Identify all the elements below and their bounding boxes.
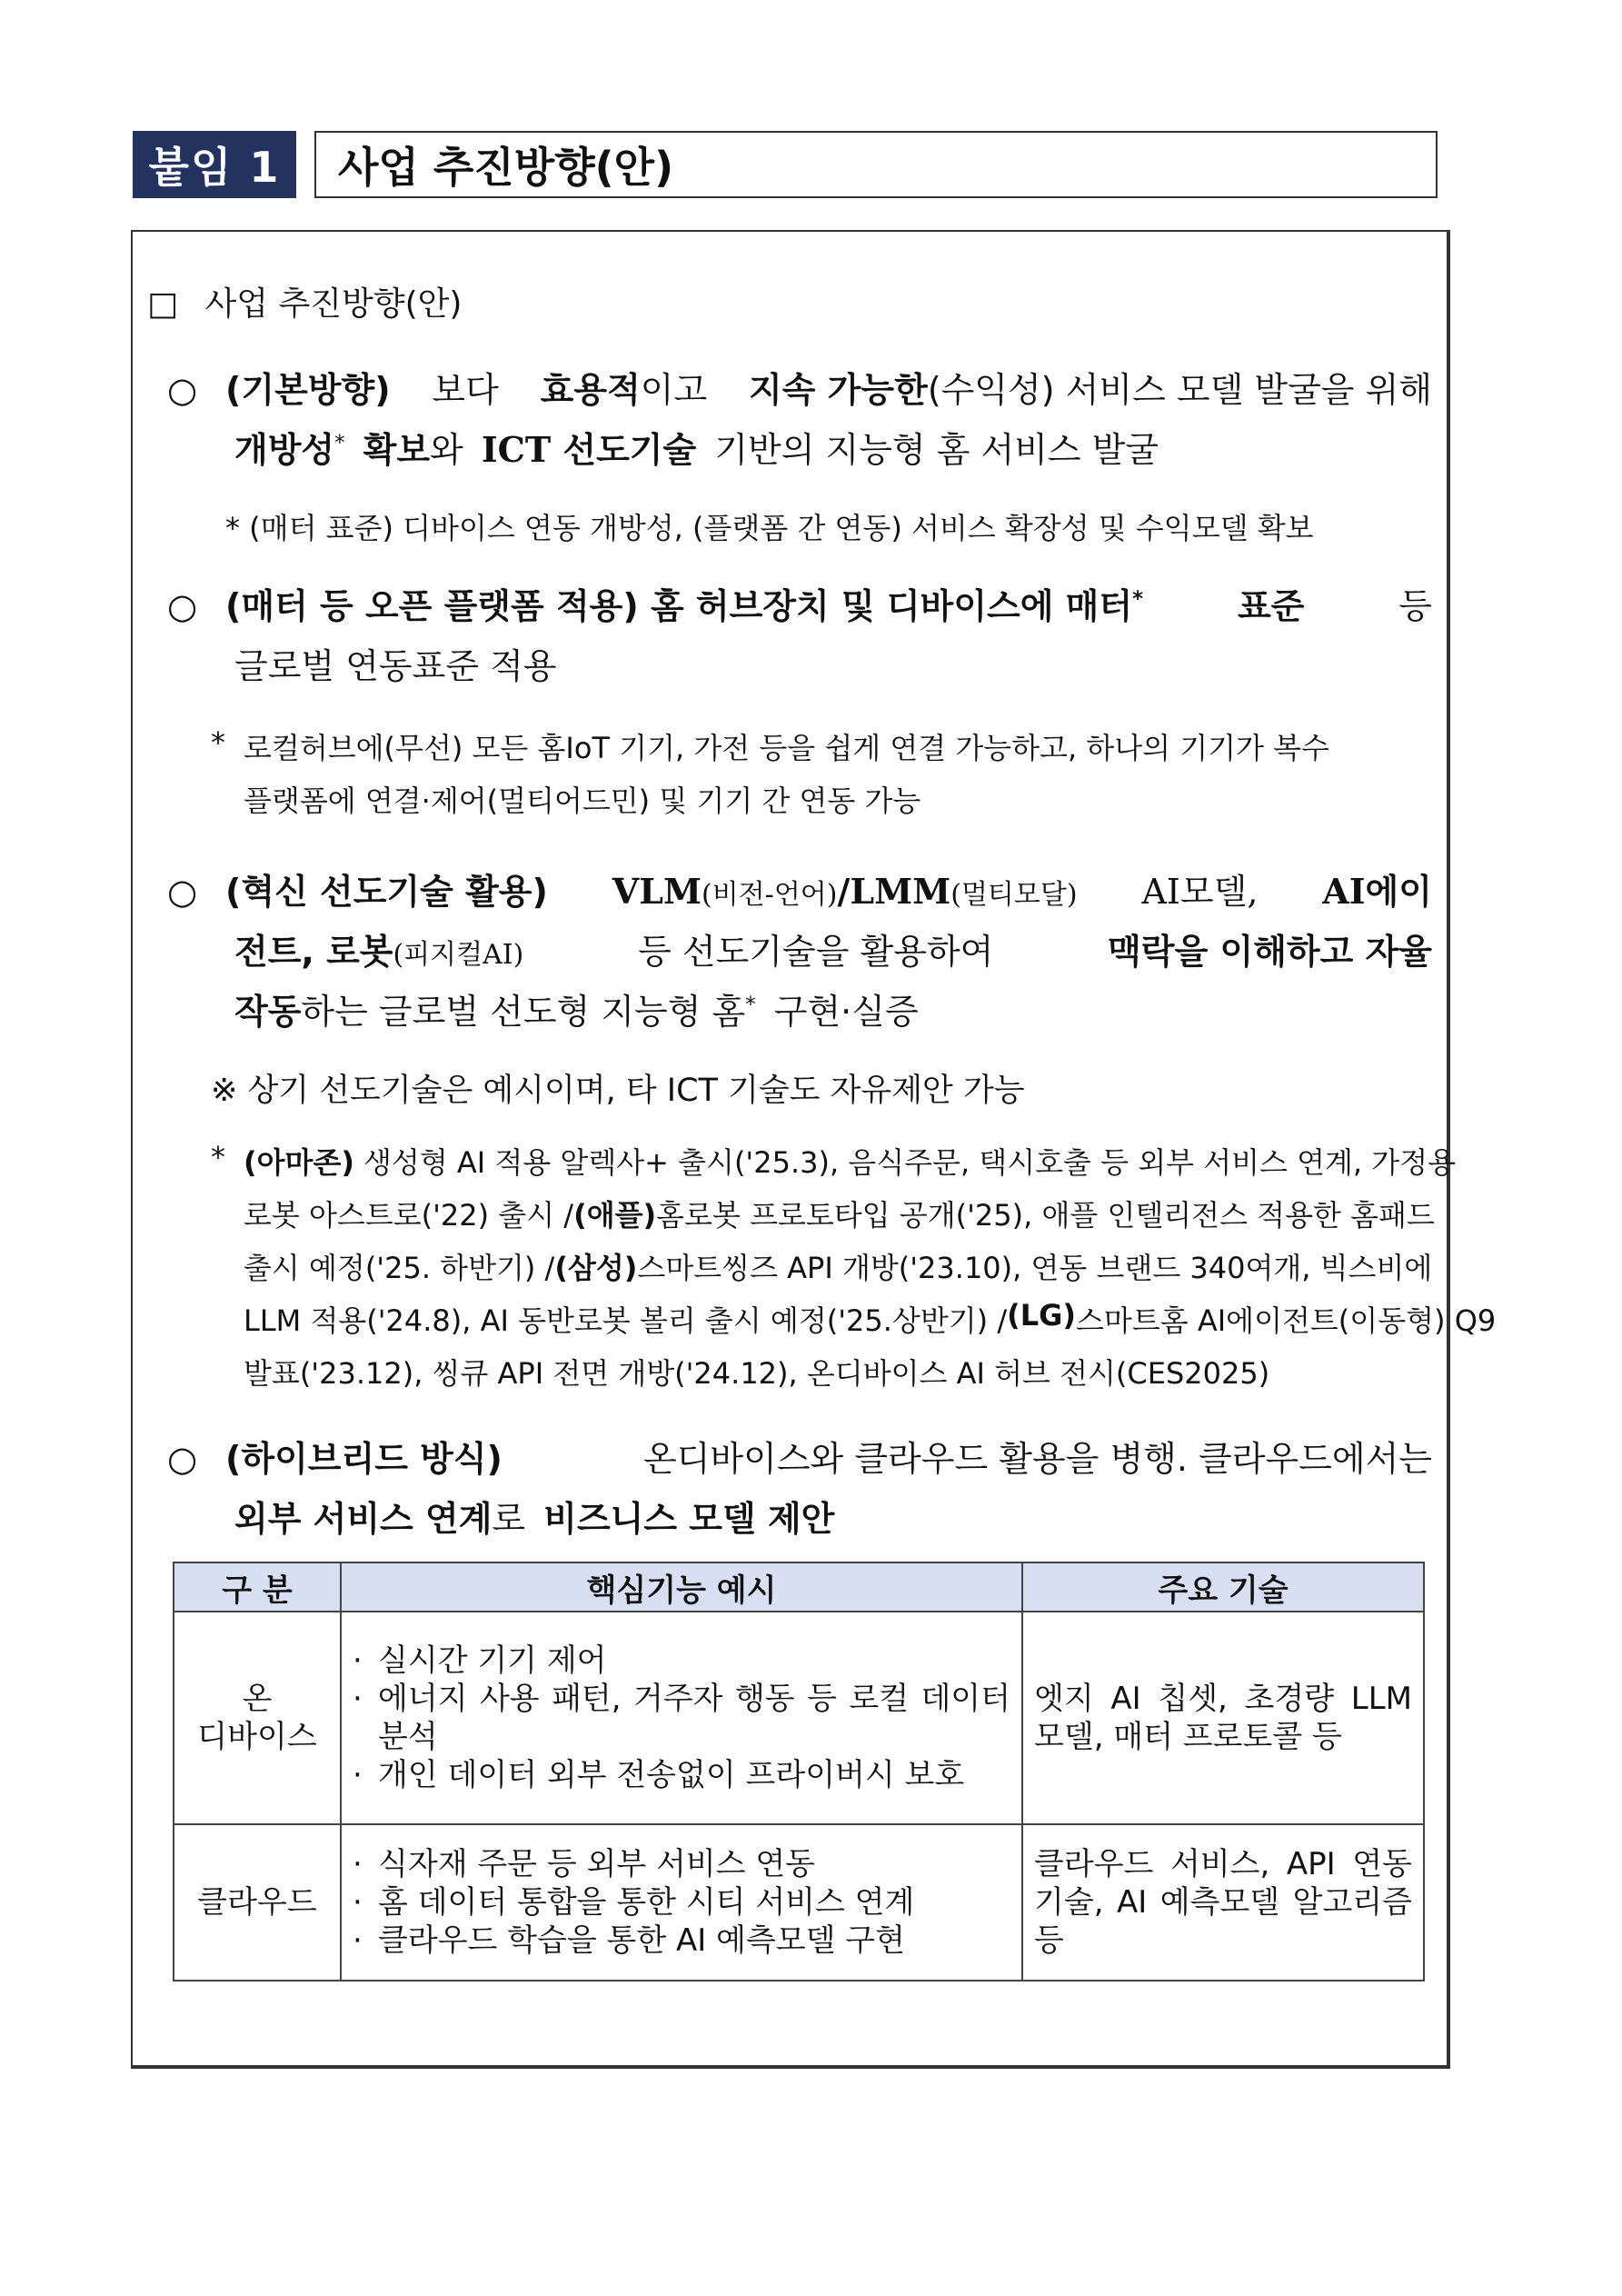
note-apple-text: 홈로봇 프로토타입 공개('25), 애플 인텔리전스 적용한 홈패드 — [656, 1198, 1435, 1233]
bullet-dot: · — [353, 1922, 363, 1959]
bullet-dot: · — [353, 1642, 363, 1679]
bullet-1-text-a: 보다 — [432, 370, 499, 410]
features-cell — [341, 1824, 1022, 1981]
bullet-1-text-rest: 기반의 지능형 홈 서비스 발굴 — [714, 430, 1159, 470]
note-lg-text: 스마트홈 AI에이전트(이동형) Q9 — [1076, 1303, 1497, 1338]
checkbox-square-icon: □ — [147, 285, 179, 323]
bullet-1-ict: ICT 선도기술 — [481, 429, 697, 470]
bullet-1-text-c: 이고 — [640, 370, 708, 410]
footnote-mark: * — [334, 431, 345, 455]
feature-text: 클라우드 학습을 통한 AI 예측모델 구현 — [378, 1922, 905, 1959]
bullet-3-physical-ai: (피지컬AI) — [393, 939, 524, 971]
bullet-3-vlm-sub: (비전-언어) — [702, 879, 838, 911]
bullet-1-secure: 확보 — [363, 430, 431, 470]
feature-text: 개인 데이터 외부 전송없이 프라이버시 보호 — [378, 1757, 965, 1793]
bullet-1-line-1 — [225, 360, 1432, 420]
bullet-3-vlm: VLM — [612, 871, 702, 912]
note-amazon: (아마존) — [244, 1145, 354, 1180]
section-title: 사업 추진방향(안) — [204, 285, 463, 323]
bullet-1-note: * (매터 표준) 디바이스 연동 개방성, (플랫폼 간 연동) 서비스 확장성 및 수익모델 확보 — [225, 511, 1314, 545]
table-row — [174, 1824, 1424, 1981]
tech-cell: 클라우드 서비스, API 연동 기술, AI 예측모델 알고리즘 등 — [1022, 1824, 1424, 1981]
bullet-3-note-line-5: 발표('23.12), 씽큐 API 전면 개방('24.12), 온디바이스 AI 허브 전시(CES2025) — [244, 1356, 1270, 1391]
bullet-1-sustainable: 지속 가능한 — [749, 370, 928, 410]
bullet-3-line-2 — [234, 922, 1432, 985]
bullet-4-external: 외부 서비스 연계 — [234, 1499, 493, 1539]
bullet-1-and: 와 — [430, 430, 463, 470]
bullet-3-text-mid: 등 선도기술을 활용하여 — [638, 932, 994, 972]
bullet-3-implement: 구현·실증 — [773, 992, 919, 1032]
feature-item — [353, 1756, 1010, 1794]
bullet-2-line-1 — [225, 576, 1432, 636]
note-astro-text: 로봇 아스트로('22) 출시 / — [244, 1198, 574, 1233]
header-tech: 주요 기술 — [1022, 1562, 1424, 1612]
bullet-3-label: (혁신 선도기술 활용) — [225, 872, 548, 912]
attachment-badge: 붙임 1 — [133, 131, 296, 198]
bullet-2-label-text: (매터 등 오픈 플랫폼 적용) 홈 허브장치 및 디바이스에 매터 — [225, 586, 1133, 626]
bullet-4-marker: ○ — [167, 1439, 198, 1479]
feature-table — [173, 1562, 1425, 1982]
bullet-3-remark: ※ 상기 선도기술은 예시이며, 타 ICT 기술도 자유제안 가능 — [211, 1073, 1025, 1109]
bullet-1-marker: ○ — [167, 370, 198, 410]
page-title: 사업 추진방향(안) — [314, 131, 1438, 198]
bullet-dot: · — [353, 1757, 363, 1793]
bullet-2-marker: ○ — [167, 586, 198, 626]
bullet-3-ai-model: AI모델, — [1141, 872, 1259, 912]
bullet-2-etc: 등 — [1398, 586, 1432, 626]
table-row — [174, 1612, 1424, 1824]
bullet-2-line-2: 글로벌 연동표준 적용 — [234, 646, 557, 686]
note-homepad-text: 출시 예정('25. 하반기) / — [244, 1251, 555, 1285]
bullet-3-text-global: 하는 글로벌 선도형 지능형 홈 — [301, 992, 746, 1032]
feature-item — [353, 1922, 1010, 1960]
note-samsung: (삼성) — [554, 1251, 638, 1285]
bullet-1-openness: 개방성 — [234, 430, 335, 470]
bullet-1-line-2 — [234, 420, 1159, 480]
bullet-3-note-star: * — [211, 1140, 225, 1174]
bullet-3-lmm: LMM — [850, 871, 951, 912]
feature-item — [353, 1883, 1010, 1922]
bullet-2-note-star: * — [211, 725, 225, 760]
note-amazon-text: 생성형 AI 적용 알렉사+ 출시('25.3), 음식주문, 택시호출 등 외부 서비스 연계, 가정용 — [363, 1145, 1457, 1180]
bullet-3-slash: / — [837, 871, 851, 912]
feature-text: 식자재 주문 등 외부 서비스 연동 — [378, 1846, 816, 1882]
footnote-mark: * — [1132, 587, 1144, 612]
bullet-dot: · — [353, 1846, 363, 1882]
feature-item — [353, 1642, 1010, 1680]
bullet-4-label: (하이브리드 방식) — [225, 1439, 503, 1479]
bullet-4-business-model: 비즈니스 모델 제안 — [543, 1499, 835, 1539]
feature-item — [353, 1845, 1010, 1883]
feature-text: 실시간 기기 제어 — [378, 1642, 607, 1679]
header-features: 핵심기능 예시 — [341, 1562, 1022, 1612]
bullet-1-label: (기본방향) — [225, 370, 391, 410]
bullet-4-via: 로 — [492, 1499, 526, 1539]
bullet-dot: · — [353, 1884, 363, 1921]
bullet-2-label — [225, 576, 1143, 636]
bullet-3-note-line-4 — [244, 1298, 1497, 1340]
table-header-row — [174, 1562, 1424, 1612]
note-bixby-text: LLM 적용('24.8), AI 동반로봇 볼리 출시 예정('25.상반기) / — [244, 1303, 1008, 1338]
feature-item — [353, 1680, 1010, 1756]
bullet-1-text-e: (수익성) 서비스 모델 발굴을 위해 — [927, 370, 1432, 410]
feature-text: 홈 데이터 통합을 통한 시티 서비스 연계 — [378, 1884, 915, 1921]
feature-text: 에너지 사용 패턴, 거주자 행동 등 로컬 데이터 분석 — [378, 1681, 1010, 1755]
bullet-3-ai-agent: AI에이 — [1322, 871, 1432, 912]
section-heading — [147, 278, 462, 324]
bullet-2-note-line-2: 플랫폼에 연결·제어(멀티어드민) 및 기기 간 연동 가능 — [244, 784, 921, 818]
note-apple: (애플) — [573, 1198, 657, 1233]
bullet-3-lmm-sub: (멀티모달) — [950, 879, 1078, 911]
bullet-3-line-1 — [225, 862, 1432, 925]
bullet-2-standard: 표준 — [1237, 586, 1305, 626]
bullet-3-marker: ○ — [167, 872, 198, 912]
bullet-3-robot: 전트, 로봇 — [234, 932, 393, 972]
category-cell: 클라우드 — [174, 1824, 341, 1981]
bullet-1-efficient: 효용적 — [540, 370, 641, 410]
bullet-4-line-2 — [234, 1489, 834, 1549]
footnote-mark: * — [745, 993, 756, 1017]
bullet-2-note-line-1: 로컬허브에(무선) 모든 홈IoT 기기, 가전 등을 쉽게 연결 가능하고, 하나의 기기가 복수 — [244, 731, 1329, 765]
bullet-3-note-line-2 — [244, 1193, 1435, 1234]
header-category: 구 분 — [174, 1562, 341, 1612]
bullet-3-line-3 — [234, 982, 919, 1042]
bullet-3-note-line-1 — [244, 1140, 1457, 1182]
bullet-3-note-line-3 — [244, 1245, 1432, 1287]
bullet-3-context: 맥락을 이해하고 자율 — [1108, 932, 1432, 972]
bullet-4-text: 온디바이스와 클라우드 활용을 병행. 클라우드에서는 — [643, 1439, 1432, 1479]
note-lg: (LG) — [1007, 1298, 1077, 1333]
tech-cell: 엣지 AI 칩셋, 초경량 LLM 모델, 매터 프로토콜 등 — [1022, 1612, 1424, 1824]
bullet-4-line-1 — [225, 1429, 1432, 1489]
features-cell — [341, 1612, 1022, 1824]
bullet-dot: · — [353, 1681, 363, 1717]
note-samsung-text: 스마트씽즈 API 개방('23.10), 연동 브랜드 340여개, 빅스비에 — [637, 1251, 1433, 1285]
bullet-3-operate: 작동 — [234, 992, 302, 1032]
category-cell: 온 디바이스 — [174, 1612, 341, 1824]
